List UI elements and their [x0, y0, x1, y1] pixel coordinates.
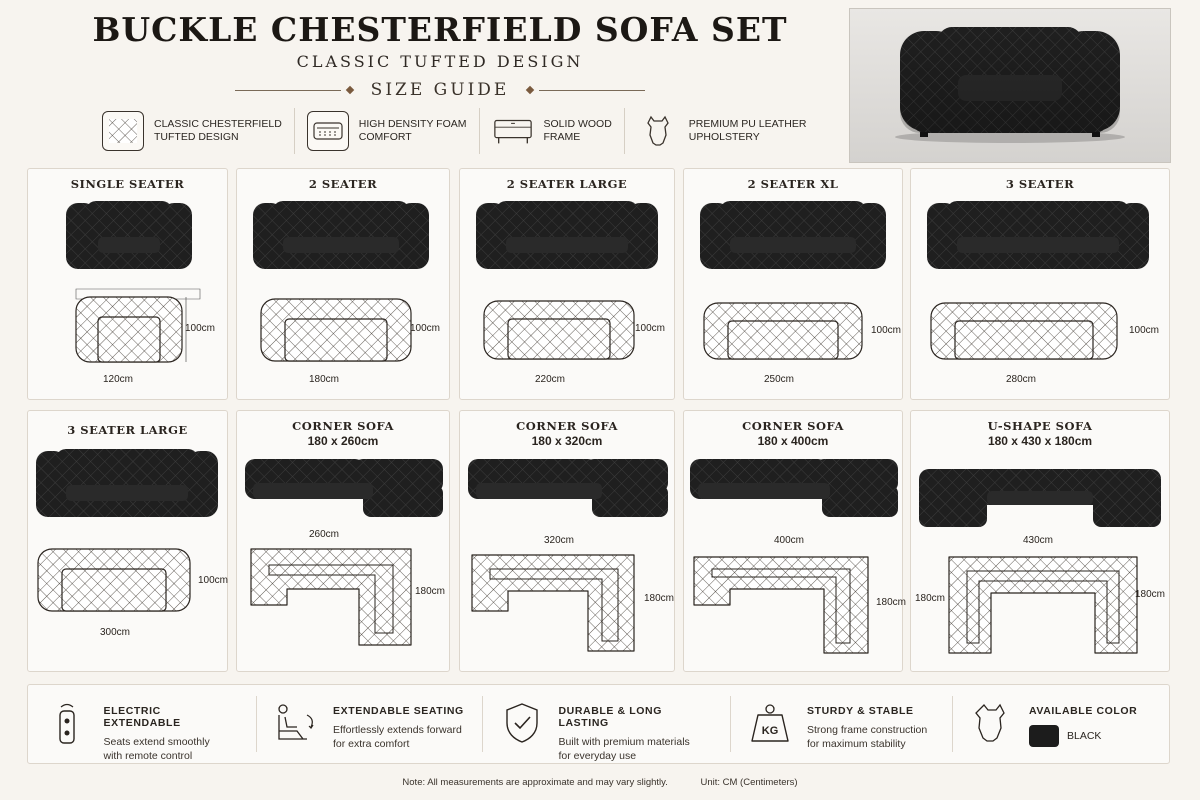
- kg-text: KG: [761, 725, 779, 737]
- feature-leather: [624, 108, 819, 154]
- depth-left-label: 180cm: [915, 593, 946, 604]
- product-size: 180 x 320cm: [531, 434, 603, 448]
- product-card-corner-sofa-320: [459, 410, 675, 672]
- feature-desc: with remote control: [103, 750, 193, 762]
- measurement-note: Note: All measurements are approximate and may vary slightly.: [402, 777, 668, 788]
- width-label: 400cm: [774, 535, 805, 546]
- feature-desc: Seats extend smoothly: [103, 736, 210, 748]
- sofa-photo: [474, 199, 660, 275]
- feature-line2: COMFORT: [358, 131, 412, 143]
- sofa-photo: [64, 199, 194, 275]
- product-size: 180 x 400cm: [757, 434, 829, 448]
- color-chip[interactable]: [1029, 725, 1059, 747]
- unit-note: Unit: CM (Centimeters): [700, 777, 798, 788]
- product-name: 3 SEATER LARGE: [67, 423, 188, 437]
- width-label: 120cm: [103, 374, 134, 385]
- feature-durable: [482, 696, 730, 762]
- foam-block-icon: [307, 111, 349, 151]
- diamond-ornament-icon: [526, 86, 534, 94]
- top-view-diagram: [690, 553, 874, 657]
- depth-label: 100cm: [871, 325, 902, 336]
- size-guide-heading: [235, 78, 645, 102]
- sofa-photo: [925, 199, 1151, 275]
- feature-foam: [294, 108, 479, 154]
- sofa-photo: [34, 447, 220, 523]
- feature-desc: Effortlessly extends forward: [333, 724, 462, 736]
- bottom-feature-bar: [27, 684, 1170, 764]
- width-label: 430cm: [1023, 535, 1054, 546]
- feature-desc: Strong frame construction: [807, 724, 928, 736]
- feature-line2: FRAME: [543, 131, 581, 143]
- feature-desc: Built with premium materials: [558, 736, 690, 748]
- feature-line1: PREMIUM PU LEATHER: [688, 118, 807, 130]
- sofa-photo: [243, 455, 445, 521]
- width-label: 180cm: [309, 374, 340, 385]
- wood-frame-icon: [492, 111, 534, 151]
- depth-right-label: 180cm: [1135, 589, 1166, 600]
- product-card-single-seater: [27, 168, 228, 400]
- remote-control-icon: [44, 700, 90, 746]
- depth-label: 180cm: [415, 586, 446, 597]
- width-label: 260cm: [309, 529, 340, 540]
- product-card-u-shape-sofa: [910, 410, 1170, 672]
- tufted-pattern-icon: [102, 111, 144, 151]
- feature-heading: STURDY & STABLE: [807, 705, 914, 717]
- top-view-diagram: [257, 295, 417, 365]
- top-view-diagram: [700, 299, 868, 365]
- product-card-corner-sofa-400: [683, 410, 907, 672]
- feature-available-color: [952, 696, 1167, 752]
- product-name: 2 SEATER LARGE: [506, 177, 628, 191]
- product-name: CORNER SOFA: [516, 419, 618, 433]
- sofa-photo: [698, 199, 888, 275]
- depth-label: 100cm: [410, 323, 441, 334]
- depth-label: 100cm: [198, 575, 229, 586]
- size-guide-label: SIZE GUIDE: [370, 80, 510, 100]
- sofa-photo: [917, 461, 1163, 531]
- product-name: 3 SEATER: [1005, 177, 1075, 191]
- feature-line1: CLASSIC CHESTERFIELD: [154, 118, 282, 130]
- feature-wood-frame: [479, 108, 624, 154]
- product-card-2-seater: [236, 168, 450, 400]
- feature-heading: ELECTRIC EXTENDABLE: [103, 705, 181, 729]
- feature-strip: [90, 108, 850, 154]
- product-name: 2 SEATER: [308, 177, 378, 191]
- color-swatch[interactable]: [1029, 725, 1137, 747]
- feature-extendable-seating: [256, 696, 482, 752]
- product-size: 180 x 260cm: [307, 434, 379, 448]
- recliner-icon: [273, 700, 319, 746]
- leather-hide-icon: [637, 111, 679, 151]
- color-name: BLACK: [1067, 730, 1102, 742]
- feature-line2: TUFTED DESIGN: [154, 131, 239, 143]
- sofa-photo: [251, 199, 431, 275]
- depth-label: 180cm: [644, 593, 675, 604]
- product-card-2-seater-xl: [683, 168, 903, 400]
- depth-label: 100cm: [1129, 325, 1160, 336]
- feature-line1: SOLID WOOD: [543, 118, 612, 130]
- sofa-photo: [466, 455, 670, 521]
- feature-desc: for extra comfort: [333, 738, 410, 750]
- top-view-diagram: [480, 297, 640, 363]
- leather-hide-icon: [969, 700, 1015, 746]
- top-view-diagram: [247, 545, 417, 649]
- hero-product-photo: [849, 8, 1171, 163]
- depth-label: 180cm: [876, 597, 907, 608]
- product-card-2-seater-large: [459, 168, 675, 400]
- feature-line1: HIGH DENSITY FOAM: [358, 118, 467, 130]
- footer-note: [0, 777, 1200, 788]
- feature-line2: UPHOLSTERY: [688, 131, 760, 143]
- width-label: 250cm: [764, 374, 795, 385]
- divider: [235, 90, 341, 91]
- top-view-diagram: [34, 545, 196, 617]
- width-label: 280cm: [1006, 374, 1037, 385]
- width-label: 320cm: [544, 535, 575, 546]
- shield-check-icon: [499, 700, 544, 746]
- feature-heading: DURABLE & LONG LASTING: [558, 705, 662, 729]
- divider: [539, 90, 645, 91]
- feature-heading: EXTENDABLE SEATING: [333, 705, 464, 717]
- page-title: BUCKLE CHESTERFIELD SOFA SET: [92, 10, 788, 49]
- width-label: 300cm: [100, 627, 131, 638]
- feature-tufted: [90, 108, 294, 154]
- diamond-ornament-icon: [345, 86, 353, 94]
- product-card-3-seater: [910, 168, 1170, 400]
- depth-label: 100cm: [185, 323, 216, 334]
- product-name: 2 SEATER XL: [747, 177, 839, 191]
- feature-desc: for everyday use: [558, 750, 637, 762]
- feature-electric-extendable: [28, 696, 256, 762]
- top-view-diagram: [927, 299, 1123, 365]
- width-label: 220cm: [535, 374, 566, 385]
- product-size: 180 x 430 x 180cm: [987, 434, 1093, 448]
- sofa-photo: [688, 455, 900, 521]
- weight-kg-icon: [747, 700, 793, 746]
- feature-desc: for maximum stability: [807, 738, 906, 750]
- depth-label: 100cm: [635, 323, 666, 334]
- product-name: U-SHAPE SOFA: [987, 419, 1093, 433]
- page-subtitle: CLASSIC TUFTED DESIGN: [296, 52, 584, 71]
- product-card-corner-sofa-260: [236, 410, 450, 672]
- feature-heading: AVAILABLE COLOR: [1029, 705, 1138, 717]
- top-view-diagram: [945, 553, 1141, 657]
- top-view-diagram: [468, 551, 640, 655]
- feature-sturdy: [730, 696, 952, 752]
- product-card-3-seater-large: [27, 410, 228, 672]
- product-name: SINGLE SEATER: [70, 177, 185, 191]
- product-name: CORNER SOFA: [292, 419, 394, 433]
- product-name: CORNER SOFA: [742, 419, 844, 433]
